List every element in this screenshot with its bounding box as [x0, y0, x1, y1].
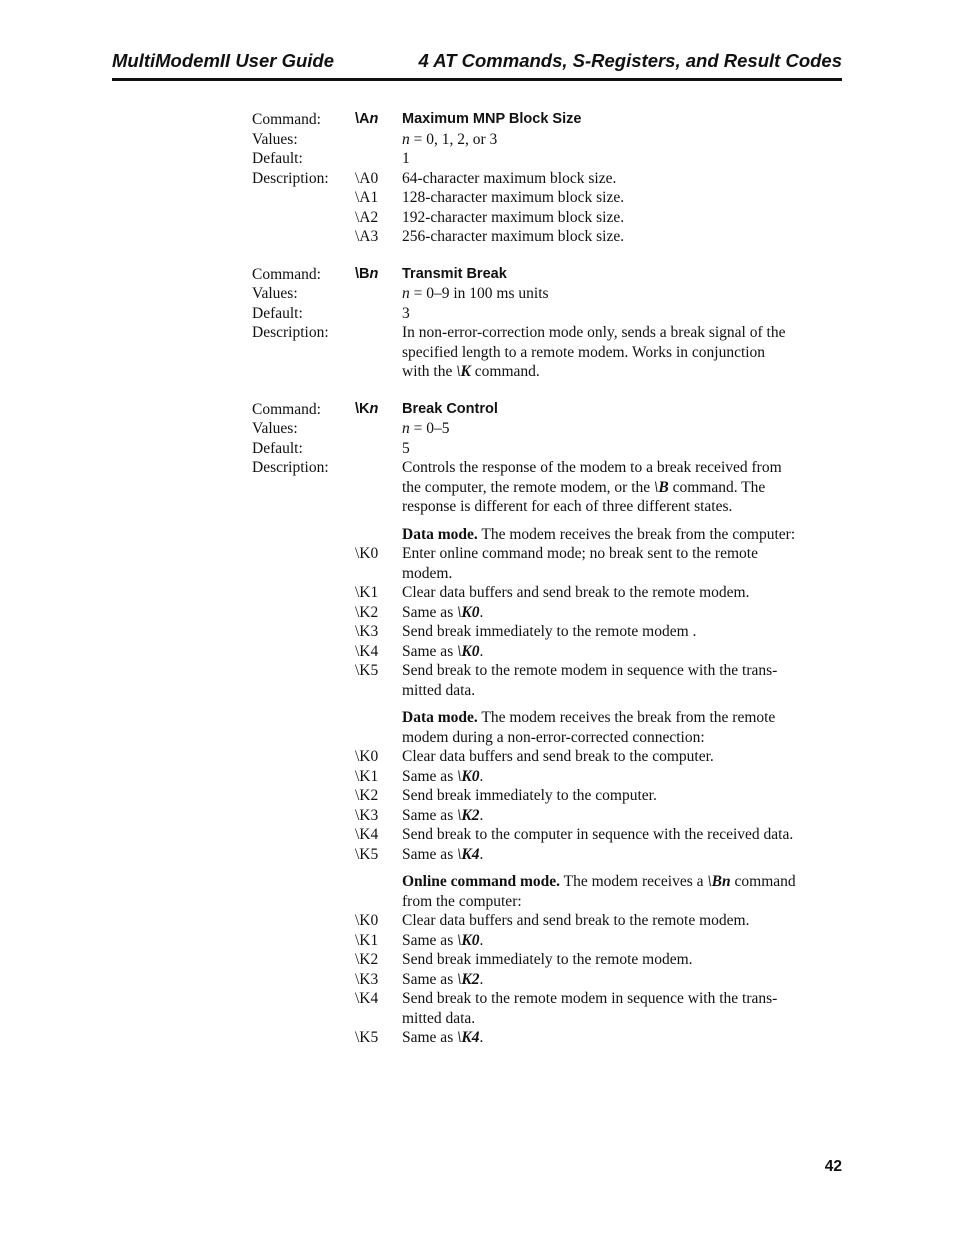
- default-row: [252, 304, 848, 324]
- default-label: Default:: [252, 439, 303, 457]
- values-text: n = 0, 1, 2, or 3: [402, 130, 498, 148]
- guide-title: MultiModemII User Guide: [112, 50, 335, 71]
- values-label: Values:: [252, 285, 298, 302]
- description-row: [252, 458, 848, 517]
- option-code: \K3: [355, 970, 379, 988]
- option-text: Same as \K2.: [402, 970, 484, 988]
- option-text: Send break immediately to the remote modem.: [402, 951, 693, 968]
- option-code: \A1: [355, 189, 379, 206]
- page-header: [112, 48, 842, 81]
- mode-lead: Data mode. The modem receives the break from the remote modem during a non-error-corrected connection:: [402, 709, 776, 746]
- option-text: 192-character maximum block size.: [402, 208, 625, 226]
- command-title: Break Control: [402, 400, 498, 417]
- default-label: Default:: [252, 304, 303, 322]
- option-row: [252, 642, 848, 662]
- option-row: [252, 747, 848, 767]
- option-code: \K0: [355, 545, 379, 562]
- command-code: \An: [355, 111, 379, 127]
- command-row: [252, 265, 848, 285]
- option-code: \K5: [355, 1029, 379, 1046]
- option-code: \K2: [355, 951, 379, 968]
- option-text: Clear data buffers and send break to the remote modem.: [402, 584, 750, 601]
- option-text: 256-character maximum block size.: [402, 228, 625, 245]
- description-label: Description:: [252, 169, 329, 187]
- description-text: Controls the response of the modem to a break received from the computer, the remote modem, or the \B command. The response is different for each of three different states.: [402, 459, 782, 515]
- option-code: \K0: [355, 912, 379, 929]
- option-row: [252, 767, 848, 787]
- option-row: [252, 989, 848, 1028]
- option-text: Same as \K0.: [402, 931, 484, 949]
- option-text: Same as \K4.: [402, 1029, 484, 1046]
- option-row: [252, 825, 848, 845]
- option-code: \K5: [355, 662, 379, 679]
- command-bn-section: [252, 265, 848, 382]
- option-row: [252, 950, 848, 970]
- description-row: [252, 323, 848, 382]
- option-row: [252, 169, 848, 189]
- option-code: \K4: [355, 990, 379, 1007]
- option-code: \K4: [355, 642, 379, 660]
- values-text: n = 0–5: [402, 420, 450, 437]
- option-code: \K1: [355, 767, 379, 785]
- values-label: Values:: [252, 420, 298, 437]
- description-label: Description:: [252, 459, 329, 476]
- option-code: \K2: [355, 787, 379, 804]
- default-value: 3: [402, 304, 410, 322]
- option-row: [252, 911, 848, 931]
- chapter-title: 4 AT Commands, S-Registers, and Result Codes: [418, 50, 842, 71]
- command-label: Command:: [252, 111, 321, 128]
- command-label: Command:: [252, 265, 321, 283]
- option-row: [252, 227, 848, 247]
- option-row: [252, 208, 848, 228]
- option-text: Send break immediately to the remote modem .: [402, 623, 697, 640]
- option-text: Clear data buffers and send break to the remote modem.: [402, 912, 750, 929]
- default-value: 5: [402, 439, 410, 457]
- option-row: [252, 622, 848, 642]
- option-text: Same as \K0.: [402, 603, 484, 621]
- option-row: [252, 188, 848, 208]
- option-code: \K1: [355, 931, 379, 949]
- command-label: Command:: [252, 400, 321, 418]
- option-text: Same as \K0.: [402, 767, 484, 785]
- values-row: [252, 284, 848, 304]
- option-code: \K1: [355, 584, 379, 601]
- option-row: [252, 603, 848, 623]
- option-text: Enter online command mode; no break sent to the remote modem.: [402, 545, 758, 582]
- option-row: [252, 970, 848, 990]
- option-code: \K0: [355, 748, 379, 765]
- command-kn-section: [252, 400, 848, 1048]
- option-row: [252, 1028, 848, 1048]
- command-row: [252, 400, 848, 420]
- option-text: Same as \K2.: [402, 806, 484, 824]
- option-text: Same as \K4.: [402, 845, 484, 863]
- description-label: Description:: [252, 324, 329, 341]
- command-title: Maximum MNP Block Size: [402, 111, 582, 127]
- option-code: \K4: [355, 826, 379, 843]
- option-code: \A2: [355, 208, 379, 226]
- option-text: Send break to the remote modem in sequence with the trans- mitted data.: [402, 990, 778, 1027]
- values-row: [252, 130, 848, 150]
- option-text: 128-character maximum block size.: [402, 189, 625, 206]
- values-row: [252, 419, 848, 439]
- page-content: [252, 110, 848, 1066]
- command-title: Transmit Break: [402, 265, 507, 282]
- option-code: \K2: [355, 603, 379, 621]
- command-row: [252, 110, 848, 130]
- page-number: 42: [824, 1158, 842, 1175]
- default-row: [252, 149, 848, 169]
- command-an-section: [252, 110, 848, 247]
- default-value: 1: [402, 150, 410, 167]
- default-row: [252, 439, 848, 459]
- option-code: \K5: [355, 845, 379, 863]
- option-row: [252, 931, 848, 951]
- option-row: [252, 806, 848, 826]
- option-row: [252, 845, 848, 865]
- option-text: 64-character maximum block size.: [402, 169, 617, 187]
- option-code: \A3: [355, 228, 379, 245]
- option-row: [252, 583, 848, 603]
- option-text: Send break immediately to the computer.: [402, 787, 657, 804]
- description-text: In non-error-correction mode only, sends a break signal of the specified length to a remote modem. Works in conjunction with the \K command.: [402, 324, 786, 380]
- values-label: Values:: [252, 130, 298, 148]
- option-text: Send break to the remote modem in sequence with the trans- mitted data.: [402, 662, 778, 699]
- option-text: Clear data buffers and send break to the computer.: [402, 748, 714, 765]
- option-code: \K3: [355, 623, 379, 640]
- option-row: [252, 661, 848, 700]
- command-code: \Kn: [355, 400, 379, 417]
- mode-lead: Online command mode. The modem receives a \Bn command from the computer:: [402, 873, 796, 910]
- values-text: n = 0–9 in 100 ms units: [402, 285, 549, 302]
- option-row: [252, 786, 848, 806]
- option-code: \A0: [355, 169, 379, 187]
- option-text: Send break to the computer in sequence with the received data.: [402, 826, 794, 843]
- option-code: \K3: [355, 806, 379, 824]
- mode-lead: Data mode. The modem receives the break from the computer:: [402, 525, 796, 543]
- default-label: Default:: [252, 150, 303, 167]
- option-text: Same as \K0.: [402, 642, 484, 660]
- option-row: [252, 544, 848, 583]
- command-code: \Bn: [355, 265, 379, 282]
